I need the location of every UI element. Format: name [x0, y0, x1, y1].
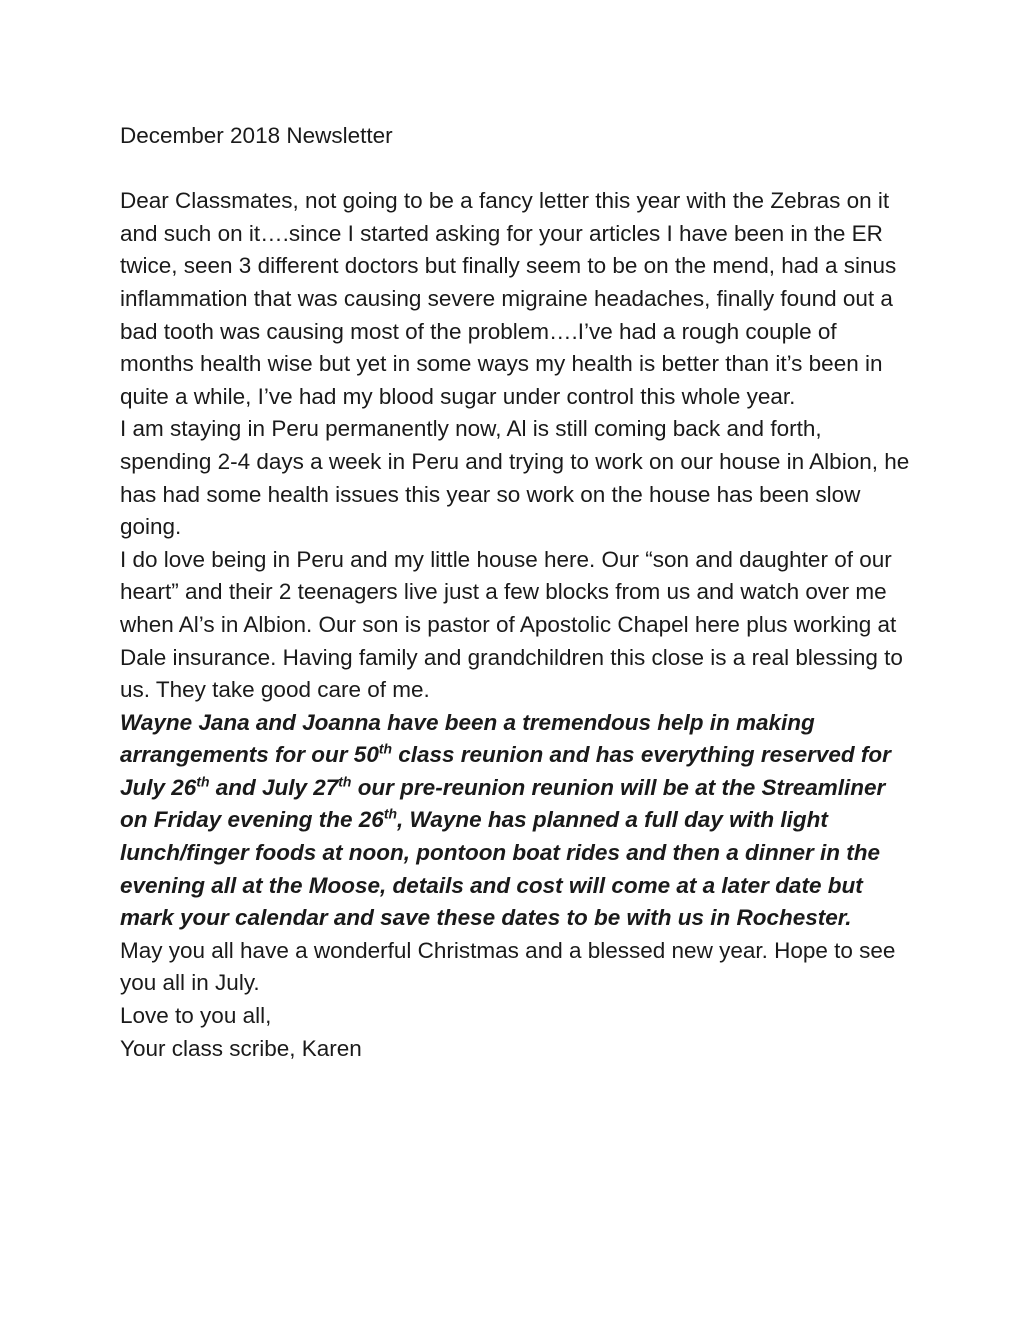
- reunion-text-part: our pre-reunion reunion will be at the Streamliner on Friday evening the 26: [120, 774, 886, 833]
- signoff-line: Love to you all,: [120, 1003, 272, 1029]
- paragraph-holiday-wishes: May you all have a wonderful Christmas and a blessed new year. Hope to see you all in July.: [120, 937, 896, 996]
- newsletter-title: December 2018 Newsletter: [120, 123, 393, 148]
- reunion-text-part: and July 27: [209, 774, 339, 800]
- paragraph-reunion-announcement: [120, 707, 910, 935]
- paragraph-peru-update: I am staying in Peru permanently now, Al is still coming back and forth, spending 2-4 days a week in Peru and trying to work on our house in Albion, he has had some health issues this year so work on the house has been slow going.: [120, 416, 910, 540]
- ordinal-suffix: th: [338, 773, 352, 790]
- signature-line: Your class scribe, Karen: [120, 1035, 362, 1061]
- ordinal-suffix: th: [378, 740, 392, 757]
- reunion-text-part: , Wayne has planned a full day with light lunch/finger foods at noon, pontoon boat rides and then a dinner in the evening all at the Moose, details and cost will come at a later date but mark your calendar and save these dates to be with us in Rochester.: [120, 807, 880, 931]
- paragraph-family-update: I do love being in Peru and my little house here. Our “son and daughter of our heart” and their 2 teenagers live just a few blocks from us and watch over me when Al’s in Albion. Our son is pastor of Apostolic Chapel here plus working at Dale insurance. Having family and grandchildren this close is a real blessing to us. They take good care of me.: [120, 546, 903, 703]
- reunion-text-part: class reunion and has everything reserved for July 26: [120, 742, 891, 800]
- reunion-text-part: Wayne Jana and Joanna have been a tremendous help in making arrangements for our 50: [120, 709, 815, 768]
- ordinal-suffix: th: [196, 773, 210, 790]
- paragraph-health-update: Dear Classmates, not going to be a fancy letter this year with the Zebras on it and such on it….since I started asking for your articles I have been in the ER twice, seen 3 different doctors but finally seem to be on the mend, had a sinus inflammation that was causing severe migraine headaches, finally found out a bad tooth was causing most of the problem….I’ve had a rough couple of months health wise but yet in some ways my health is better than it’s been in quite a while, I’ve had my blood sugar under control this whole year.: [120, 188, 897, 409]
- newsletter-body: [120, 120, 910, 1065]
- ordinal-suffix: th: [383, 805, 397, 822]
